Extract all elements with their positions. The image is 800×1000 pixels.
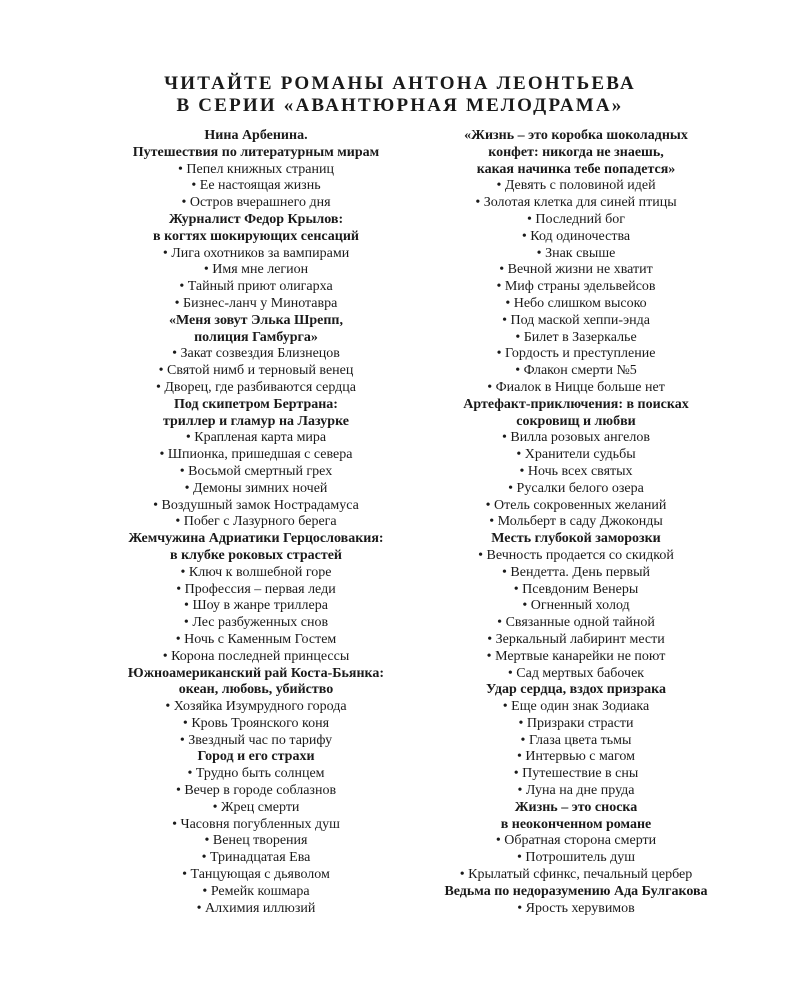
book-title-item: • Сад мертвых бабочек [507,665,645,681]
series-heading: Путешествия по литературным мирам [132,144,380,160]
series-heading: сокровищ и любви [516,413,636,429]
book-title-item: • Алхимия иллюзий [196,900,316,916]
book-title-item: • Миф страны эдельвейсов [496,279,656,295]
book-title-item: • Крылатый сфинкс, печальный цербер [459,867,693,883]
book-title-item: • Крапленая карта мира [185,430,327,446]
series-heading: «Меня зовут Элька Шрепп, [169,312,343,328]
series-heading: полиция Гамбурга» [194,329,318,345]
book-title-item: • Пепел книжных страниц [178,161,334,177]
series-heading: Артефакт-приключения: в поисках [463,396,689,412]
book-title-item: • Вечность продается со скидкой [478,547,674,563]
book-title-item: • Фиалок в Ницце больше нет [487,379,665,395]
right-column [406,128,746,917]
book-title-item: • Закат созвездия Близнецов [172,346,340,362]
book-title-item: • Мертвые канарейки не поют [486,648,666,664]
left-column [86,128,426,917]
book-title-item: • Огненный холод [522,598,630,614]
series-heading: в когтях шокирующих сенсаций [153,228,359,244]
book-title-item: • Тайный приют олигарха [179,279,333,295]
book-title-item: • Ключ к волшебной горе [180,564,332,580]
book-title-item: • Ночь всех святых [519,463,633,479]
book-title-item: • Под маской хеппи-энда [502,312,650,328]
book-title-item: • Тринадцатая Ева [201,850,311,866]
book-title-item: • Шоу в жанре триллера [184,598,328,614]
series-heading: триллер и гламур на Лазурке [162,413,350,429]
book-title-item: • Лес разбуженных снов [183,615,329,631]
series-heading: Ведьма по недоразумению Ада Булгакова [444,883,708,899]
book-title-item: • Трудно быть солнцем [187,766,325,782]
book-title-item: • Потрошитель душ [517,850,635,866]
book-title-item: • Зеркальный лабиринт мести [487,631,665,647]
series-heading: какая начинка тебе попадется» [476,161,676,177]
page-title-line-1: ЧИТАЙТЕ РОМАНЫ АНТОНА ЛЕОНТЬЕВА [164,73,636,94]
book-title-item: • Отель сокровенных желаний [485,497,667,513]
book-title-item: • Ее настоящая жизнь [191,178,321,194]
book-title-item: • Мольберт в саду Джоконды [489,514,663,530]
book-title-item: • Хранители судьбы [516,447,636,463]
book-title-item: • Обратная сторона смерти [495,833,657,849]
book-title-item: • Ночь с Каменным Гостем [175,631,337,647]
series-heading: Жемчужина Адриатики Герцословакия: [128,531,384,547]
series-heading: Жизнь – это сноска [514,799,638,815]
book-title-item: • Путешествие в сны [513,766,639,782]
series-heading: океан, любовь, убийство [178,682,334,698]
book-title-item: • Остров вчерашнего дня [181,195,331,211]
series-heading: Нина Арбенина. [204,128,308,143]
book-title-item: • Код одиночества [521,228,631,244]
book-title-item: • Золотая клетка для синей птицы [475,195,677,211]
book-title-item: • Интервью с магом [517,749,635,765]
book-title-item: • Вечер в городе соблазнов [175,783,337,799]
series-heading: Удар сердца, вздох призрака [486,682,666,698]
series-heading: в неоконченном романе [500,816,652,832]
book-title-item: • Знак свыше [536,245,616,261]
book-title-item: • Призраки страсти [518,715,634,731]
series-heading: Журналист Федор Крылов: [168,211,344,227]
book-title-item: • Еще один знак Зодиака [502,699,650,715]
book-title-item: • Лига охотников за вампирами [162,245,350,261]
book-title-item: • Шпионка, пришедшая с севера [159,447,353,463]
book-title-item: • Профессия – первая леди [176,581,336,597]
book-title-item: • Воздушный замок Нострадамуса [153,497,359,513]
book-title-item: • Жрец смерти [212,799,300,815]
book-title-item: • Вилла розовых ангелов [502,430,650,446]
book-title-item: • Часовня погубленных душ [172,816,340,832]
book-title-item: • Небо слишком высоко [505,295,647,311]
series-heading: Южноамериканский рай Коста-Бьянка: [127,665,385,681]
series-heading: Месть глубокой заморозки [491,531,661,547]
book-title-item: • Флакон смерти №5 [515,363,637,379]
book-title-item: • Венец творения [204,833,308,849]
book-title-item: • Вечной жизни не хватит [499,262,653,278]
book-title-item: • Восьмой смертный грех [179,463,333,479]
book-title-item: • Бизнес-ланч у Минотавра [174,295,338,311]
book-title-item: • Глаза цвета тьмы [520,732,632,748]
book-title-item: • Девять с половиной идей [496,178,656,194]
book-title-item: • Псевдоним Венеры [513,581,639,597]
book-title-item: • Вендетта. День первый [502,564,650,580]
series-heading: в клубке роковых страстей [170,547,342,563]
series-heading: «Жизнь – это коробка шоколадных [464,128,688,143]
book-title-item: • Луна на дне пруда [517,783,635,799]
book-title-item: • Звездный час по тарифу [179,732,333,748]
book-title-item: • Хозяйка Изумрудного города [165,699,347,715]
series-heading: Под скипетром Бертрана: [174,396,338,412]
book-title-item: • Связанные одной тайной [497,615,655,631]
book-title-item: • Билет в Зазеркалье [515,329,637,345]
book-title-item: • Ремейк кошмара [202,883,310,899]
book-title-item: • Ярость херувимов [517,900,635,916]
book-title-item: • Корона последней принцессы [162,648,350,664]
series-heading: Город и его страхи [197,749,315,765]
book-title-item: • Святой нимб и терновый венец [158,363,354,379]
series-heading: конфет: никогда не знаешь, [488,144,664,160]
book-title-item: • Гордость и преступление [496,346,656,362]
book-title-item: • Демоны зимних ночей [184,480,328,496]
book-title-item: • Танцующая с дьяволом [182,867,330,883]
book-title-item: • Побег с Лазурного берега [175,514,337,530]
book-title-item: • Последний бог [526,211,626,227]
book-title-item: • Русалки белого озера [508,480,644,496]
page-title-line-2: В СЕРИИ «АВАНТЮРНАЯ МЕЛОДРАМА» [176,95,624,116]
book-title-item: • Кровь Троянского коня [182,715,330,731]
book-title-item: • Дворец, где разбиваются сердца [155,379,356,395]
book-title-item: • Имя мне легион [203,262,309,278]
